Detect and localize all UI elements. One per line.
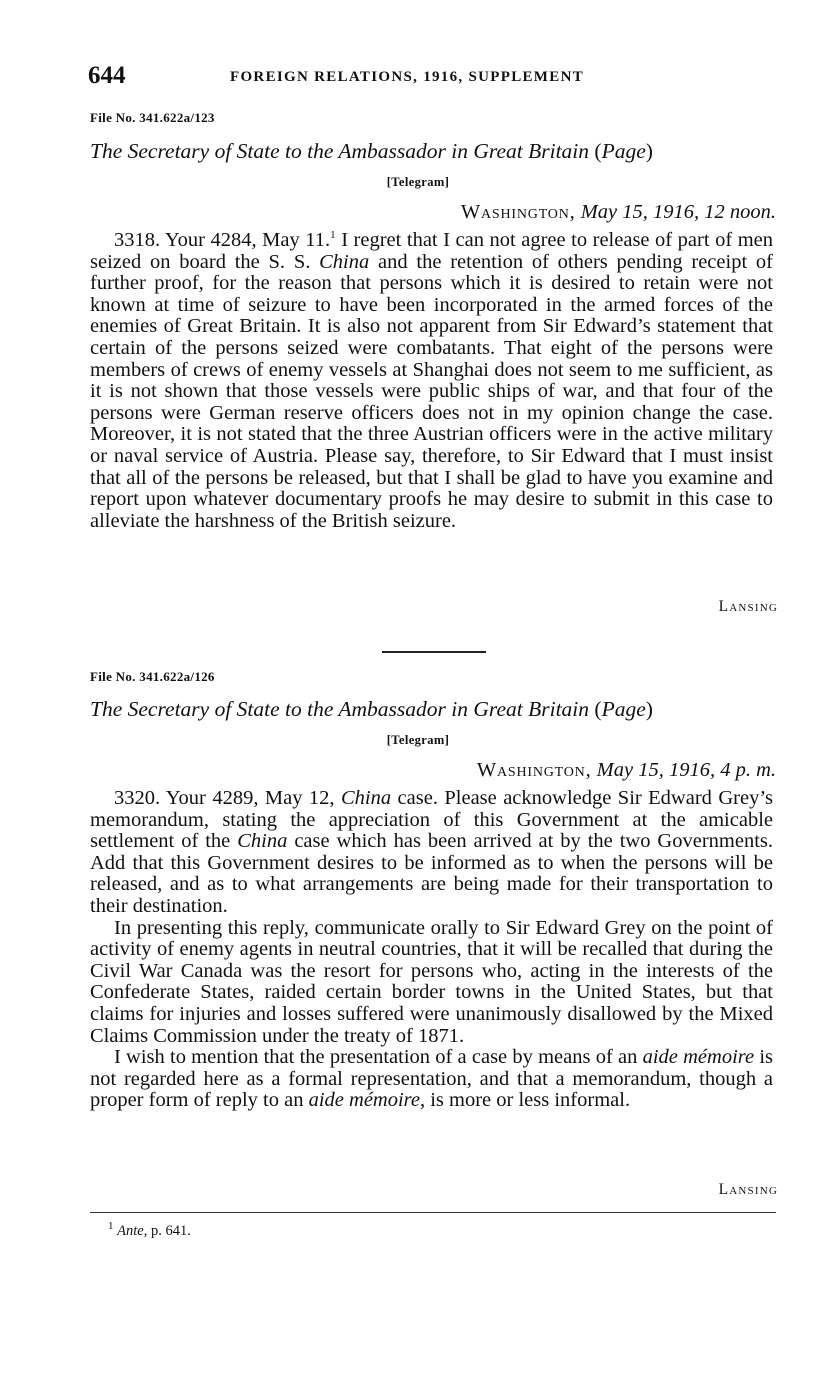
footnote-reference: 1: [330, 229, 336, 242]
document-title-1: The Secretary of State to the Ambassador in Great Britain (Page): [90, 139, 653, 163]
dateline-place: Washington,: [460, 201, 576, 223]
ship-name: China: [237, 830, 288, 853]
footnote-ref: Ante: [117, 1223, 144, 1239]
paragraph: 3320. Your 4289, May 12, China case. Please acknowledge Sir Edward Grey’s memorandum, stating the appreciation of this Government at the amicable settlement of the China case which has been arrived at by the two Governments. Add that this Government desires to be informed as to when the persons will be released, and as to what arrangements are being made for their transportation to their destination.: [90, 787, 773, 917]
term-aide-memoire: aide mémoire: [642, 1046, 755, 1069]
paragraph: 3318. Your 4284, May 11.$^1$ I regret that I can not agree to release of part of men seized on board the S. S. China and the retention of others pending receipt of further proof, for the reason that persons which it is desired to retain were not known at time of seizure to have been incorporated in the armed forces of the enemies of Great Britain. It is also not apparent from Sir Edward’s statement that certain of the persons seized were combatants. That eight of the persons were members of crews of enemy vessels at Shanghai does not seem to me sufficient, as it is not shown that those vessels were public ships of war, and that four of the persons were German reserve officers does not in my opinion change the case. Moreover, it is not stated that the three Austrian officers were in the active military or naval service of Austria. Please say, therefore, to Sir Edward that I must insist that all of the persons be released, but that I shall be glad to have you examine and report upon whatever documentary proofs he may desire to submit in this case to alleviate the harshness of the British seizure.: [90, 229, 773, 532]
signature-2: Lansing: [718, 1181, 778, 1198]
dateline-2: [477, 759, 776, 782]
footnote: [108, 1220, 191, 1240]
paragraph: In presenting this reply, communicate orally to Sir Edward Grey on the point of activity of enemy agents in neutral countries, that it will be recalled that during the Civil War Canada was the resort for persons who, acting in the interests of the Confederate States, raided certain border towns in the United States, but that claims for injuries and losses suffered were unanimously disallowed by the Mixed Claims Commission under the treaty of 1871.: [90, 916, 773, 1047]
ship-name: China: [340, 787, 392, 809]
telegram-label-1: [Telegram]: [386, 175, 450, 189]
dateline-date: May 15, 1916, 12 noon.: [580, 201, 776, 223]
ship-name: China: [319, 250, 370, 273]
running-head: FOREIGN RELATIONS, 1916, SUPPLEMENT: [230, 69, 585, 85]
signature-1: Lansing: [718, 598, 778, 615]
ambassador-name: Page: [601, 139, 646, 163]
footnote-marker: 1: [108, 1220, 114, 1233]
footnote-text: , p. 641.: [143, 1223, 191, 1239]
dateline-date: May 15, 1916, 4 p. m.: [596, 759, 776, 781]
dateline-place: Washington,: [476, 759, 592, 781]
telegram-body-2: [90, 788, 773, 1112]
page-header: [88, 62, 788, 92]
page-number: 644: [88, 62, 126, 89]
paragraph: I wish to mention that the presentation of a case by means of an aide mémoire is not regarded here as a formal representation, and that a memorandum, though a proper form of reply to an aide mémoire, is more or less informal.: [90, 1046, 773, 1112]
footnote-rule: [90, 1212, 776, 1213]
file-number-2: File No. 341.622a/126: [90, 669, 215, 684]
section-separator: [382, 651, 486, 653]
ambassador-name: Page: [601, 697, 646, 721]
telegram-label-2: [Telegram]: [386, 733, 450, 747]
file-number-1: File No. 341.622a/123: [90, 110, 215, 125]
dateline-1: [461, 201, 776, 224]
telegram-body-1: [90, 230, 773, 532]
document-title-2: The Secretary of State to the Ambassador in Great Britain (Page): [90, 697, 653, 721]
term-aide-memoire: aide mémoire: [308, 1089, 420, 1112]
